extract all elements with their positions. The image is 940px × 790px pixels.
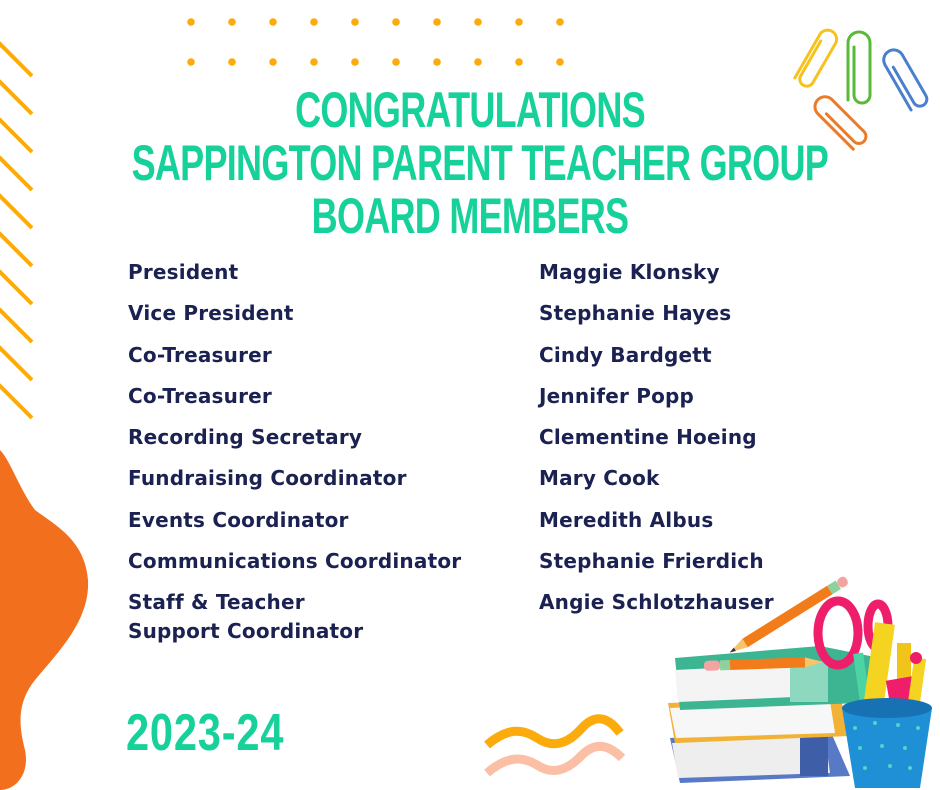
member-name: Jennifer Popp <box>539 383 695 408</box>
roles-column <box>128 258 461 646</box>
role-label: Fundraising Coordinator <box>128 466 407 491</box>
names-column <box>539 258 774 630</box>
member-name: Maggie Klonsky <box>539 260 720 284</box>
role-label-line: Support Coordinator <box>128 619 364 644</box>
member-name: Cindy Bardgett <box>539 342 712 367</box>
member-name: Angie Schlotzhauser <box>539 590 774 615</box>
role-label: Vice President <box>128 301 294 326</box>
role-label: Communications Coordinator <box>128 549 462 574</box>
headline <box>131 82 829 244</box>
dot-grid-decoration <box>180 10 600 70</box>
headline-congratulations: CONGRATULATIONS <box>295 82 645 138</box>
squiggle-lines-decoration <box>482 703 632 783</box>
member-name: Mary Cook <box>539 466 660 491</box>
orange-blob-decoration <box>0 450 100 790</box>
role-label: Recording Secretary <box>128 425 363 450</box>
role-label: Events Coordinator <box>128 507 349 532</box>
diagonal-stripes-decoration <box>0 30 40 430</box>
role-label-line: Staff & Teacher <box>128 590 305 615</box>
books-and-supplies-illustration <box>650 588 940 788</box>
year-label: 2023-24 <box>126 704 285 762</box>
headline-board-members: BOARD MEMBERS <box>311 188 629 244</box>
role-label: Co-Treasurer <box>128 342 272 367</box>
member-name: Stephanie Hayes <box>539 301 732 326</box>
headline-organization: SAPPINGTON PARENT TEACHER GROUP <box>131 135 829 191</box>
role-label: Co-Treasurer <box>128 383 272 408</box>
role-label: President <box>128 260 239 284</box>
member-name: Clementine Hoeing <box>539 425 757 450</box>
role-label-multiline <box>128 588 461 646</box>
member-name: Meredith Albus <box>539 507 714 532</box>
member-name: Stephanie Frierdich <box>539 549 764 574</box>
